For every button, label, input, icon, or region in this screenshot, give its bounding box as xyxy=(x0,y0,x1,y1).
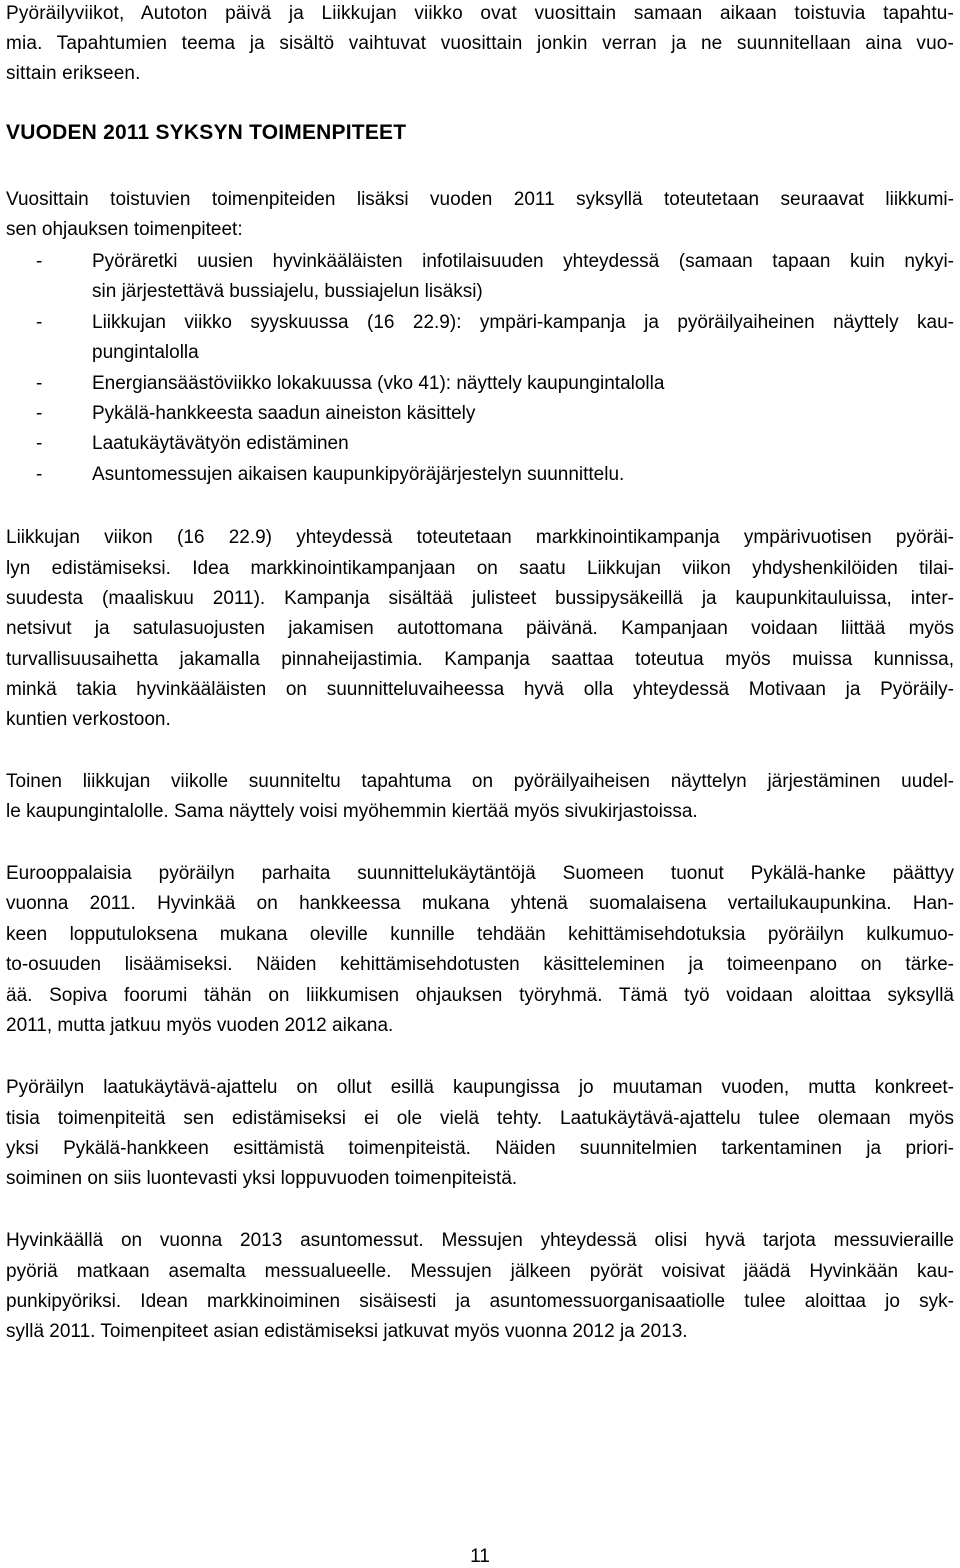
text-line: kuntien verkostoon. xyxy=(6,709,171,730)
text-line: soiminen on siis luontevasti yksi loppuvuoden toimenpiteistä. xyxy=(6,1168,518,1189)
text-line: syllä 2011. Toimenpiteet asian edistämiseksi jatkuvat myös vuonna 2012 ja 2013. xyxy=(6,1321,688,1342)
text-line: to-osuuden lisäämiseksi. Näiden kehittämisehdotusten käsitteleminen ja toimeenpano on tärke- xyxy=(6,954,954,975)
list-bullet: - xyxy=(36,433,43,454)
text-line: ää. Sopiva foorumi tähän on liikkumisen ohjauksen työryhmä. Tämä työ voidaan aloittaa syksyllä xyxy=(6,985,954,1006)
list-bullet: - xyxy=(36,464,43,485)
text-line: mia. Tapahtumien teema ja sisältö vaihtuvat vuosittain jonkin verran ja ne suunnitellaan aina vuo- xyxy=(6,33,954,54)
text-line: tisia toimenpiteitä sen edistämiseksi ei ole vielä tehty. Laatukäytävä-ajattelu tulee olemaan myös xyxy=(6,1108,954,1129)
text-line: sittain erikseen. xyxy=(6,63,141,84)
text-line: punkipyöriksi. Idean markkinoiminen sisäisesti ja asuntomessuorganisaatiolle tulee aloittaa jo syk- xyxy=(6,1291,954,1312)
text-line: keen lopputuloksena mukana oleville kunnille tehdään kehittämisehdotuksia pyöräilyn kulkumuo- xyxy=(6,924,954,945)
text-line: lyn edistämiseksi. Idea markkinointikampanjaan on saatu Liikkujan viikon yhdyshenkilöiden tilai- xyxy=(6,558,954,579)
text-line: turvallisuusaihetta jakamalla pinnaheijastimia. Kampanja saattaa toteutua myös muissa kunnissa, xyxy=(6,649,954,670)
text-line: pyöriä matkaan asemalta messualueelle. Messujen jälkeen pyörät voisivat jäädä Hyvinkään kau- xyxy=(6,1261,954,1282)
text-line: 2011, mutta jatkuu myös vuoden 2012 aikana. xyxy=(6,1015,394,1036)
list-bullet: - xyxy=(36,373,43,394)
list-item-text: sin järjestettävä bussiajelu, bussiajelun lisäksi) xyxy=(92,281,483,302)
text-line: netsivut ja satulasuojusten jakamisen autottomana päivänä. Kampanjaan voidaan liittää myös xyxy=(6,618,954,639)
text-line: Liikkujan viikon (16 22.9) yhteydessä toteutetaan markkinointikampanja ympärivuotisen pyöräi- xyxy=(6,527,954,548)
list-item-text: Pyöräretki uusien hyvinkääläisten infotilaisuuden yhteydessä (samaan tapaan kuin nykyi- xyxy=(92,251,954,272)
page-number: 11 xyxy=(470,1546,490,1567)
list-item-text: Asuntomessujen aikaisen kaupunkipyöräjärjestelyn suunnittelu. xyxy=(92,464,625,485)
text-line: Vuosittain toistuvien toimenpiteiden lisäksi vuoden 2011 syksyllä toteutetaan seuraavat liikkumi- xyxy=(6,189,954,210)
text-line: suudesta (maaliskuu 2011). Kampanja sisältää julisteet bussipysäkeillä ja kaupunkitauluissa, inter- xyxy=(6,588,954,609)
text-line: vuonna 2011. Hyvinkää on hankkeessa mukana yhtenä suomalaisena vertailukaupunkina. Han- xyxy=(6,893,954,914)
list-bullet: - xyxy=(36,251,43,272)
list-item-text: pungintalolla xyxy=(92,342,199,363)
text-line: Hyvinkäällä on vuonna 2013 asuntomessut. Messujen yhteydessä olisi hyvä tarjota messuvieraille xyxy=(6,1230,954,1251)
list-item-text: Liikkujan viikko syyskuussa (16 22.9): ympäri-kampanja ja pyöräilyaiheinen näyttely kau- xyxy=(92,312,954,333)
text-line: yksi Pykälä-hankkeen esittämistä toimenpiteistä. Näiden suunnitelmien tarkentaminen ja priori- xyxy=(6,1138,954,1159)
text-line: minkä takia hyvinkääläisten on suunnitteluvaiheessa hyvä olla yhteydessä Motivaan ja Pyöräily- xyxy=(6,679,954,700)
list-item-text: Pykälä-hankkeesta saadun aineiston käsittely xyxy=(92,403,476,424)
text-line: Toinen liikkujan viikolle suunniteltu tapahtuma on pyöräilyaiheisen näyttelyn järjestäminen uudel- xyxy=(6,771,954,792)
text-line: Pyöräilyn laatukäytävä-ajattelu on ollut esillä kaupungissa jo muutaman vuoden, mutta konkreet- xyxy=(6,1077,954,1098)
text-line: Pyöräilyviikot, Autoton päivä ja Liikkujan viikko ovat vuosittain samaan aikaan toistuvia tapahtu- xyxy=(6,3,954,24)
text-line: le kaupungintalolle. Sama näyttely voisi myöhemmin kiertää myös sivukirjastoissa. xyxy=(6,801,698,822)
list-item-text: Energiansäästöviikko lokakuussa (vko 41): näyttely kaupungintalolla xyxy=(92,373,665,394)
text-line: sen ohjauksen toimenpiteet: xyxy=(6,219,243,240)
list-bullet: - xyxy=(36,312,43,333)
text-line: Eurooppalaisia pyöräilyn parhaita suunnittelukäytäntöjä Suomeen tuonut Pykälä-hanke päättyy xyxy=(6,863,954,884)
list-item-text: Laatukäytävätyön edistäminen xyxy=(92,433,349,454)
section-heading: VUODEN 2011 SYKSYN TOIMENPITEET xyxy=(6,121,407,144)
list-bullet: - xyxy=(36,403,43,424)
